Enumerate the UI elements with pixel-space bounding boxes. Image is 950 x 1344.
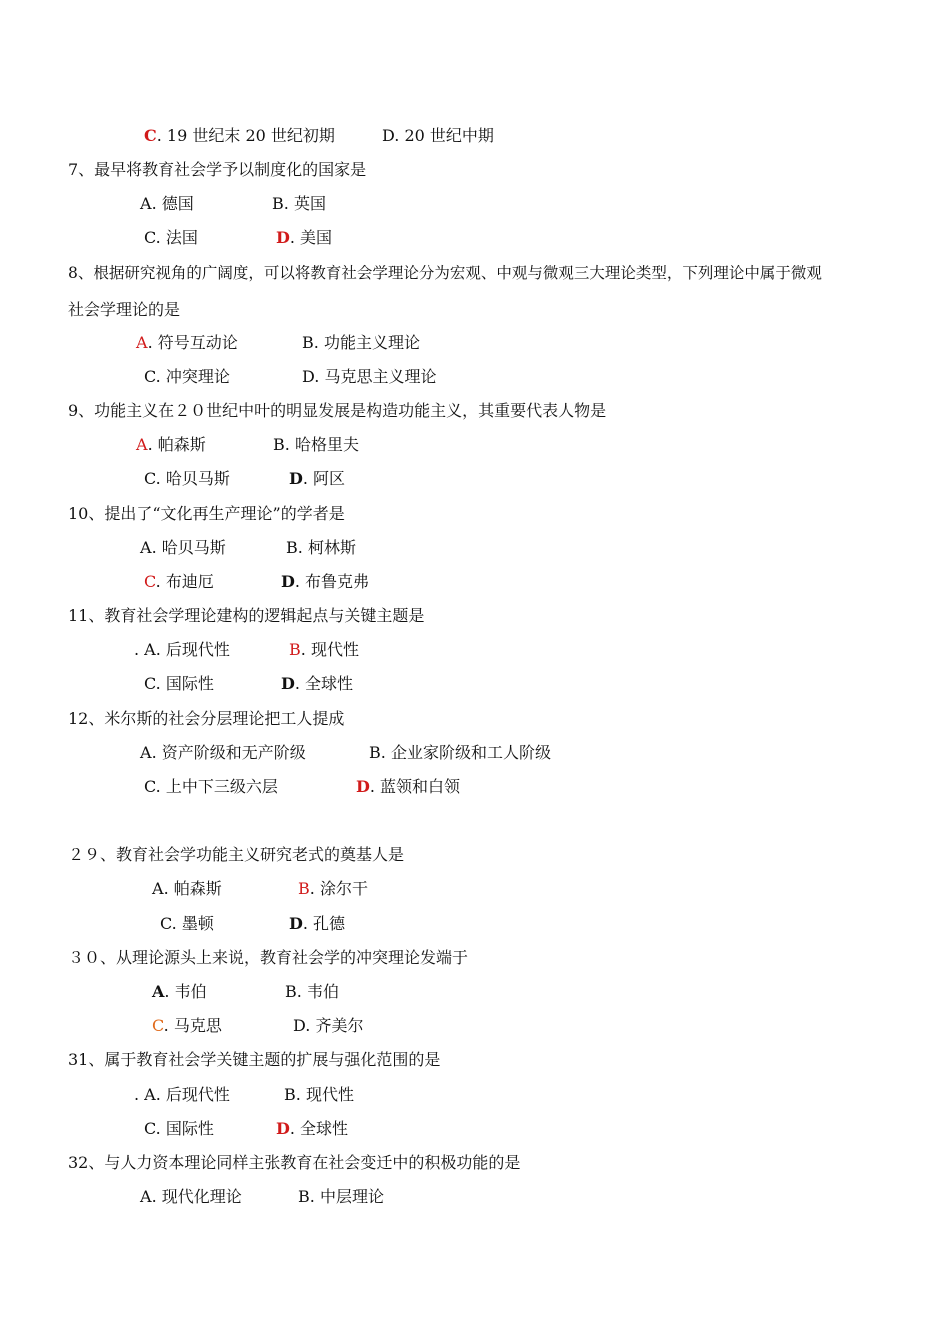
option-letter: C xyxy=(144,228,156,247)
option-line xyxy=(144,673,353,695)
option-letter: A xyxy=(140,538,152,557)
question-text: 11、教育社会学理论建构的逻辑起点与关键主题是 xyxy=(68,606,425,625)
option-c xyxy=(144,125,382,147)
option-text: . 马克思 xyxy=(163,1016,222,1035)
option-b xyxy=(284,1084,354,1106)
option-text: . 全球性 xyxy=(294,674,354,693)
option-text: . 后现代性 xyxy=(155,1085,230,1104)
option-letter: D xyxy=(382,126,395,145)
option-text: . 中层理论 xyxy=(309,1187,384,1206)
option-text: . 墨顿 xyxy=(171,914,214,933)
option-d xyxy=(289,468,345,490)
option-text: . 现代化理论 xyxy=(151,1187,242,1206)
question-text: 12、米尔斯的社会分层理论把工人提成 xyxy=(68,709,345,728)
option-c xyxy=(144,673,281,695)
option-letter: B xyxy=(272,194,284,213)
option-text: . 国际性 xyxy=(155,1119,214,1138)
option-a xyxy=(134,1084,284,1106)
option-line xyxy=(140,193,326,215)
option-b xyxy=(286,537,356,559)
option-line xyxy=(140,1186,384,1208)
option-line xyxy=(140,537,356,559)
option-text: . 蓝领和白领 xyxy=(369,777,461,796)
option-b xyxy=(273,434,359,456)
option-a xyxy=(140,537,286,559)
option-text: . 后现代性 xyxy=(155,640,230,659)
option-a xyxy=(152,981,285,1003)
option-text: . 现代性 xyxy=(295,1085,354,1104)
option-text: . 企业家阶级和工人阶级 xyxy=(380,743,551,762)
question-text: 31、属于教育社会学关键主题的扩展与强化范围的是 xyxy=(68,1050,441,1069)
option-text: . 现代性 xyxy=(300,640,359,659)
option-text: . 马克思主义理论 xyxy=(314,367,437,386)
option-letter: C xyxy=(144,126,157,145)
option-line xyxy=(136,434,359,456)
option-text: . 齐美尔 xyxy=(305,1016,364,1035)
question-text: 9、功能主义在２０世纪中叶的明显发展是构造功能主义，其重要代表人物是 xyxy=(68,401,607,420)
option-text: . 美国 xyxy=(289,228,333,247)
option-letter: A xyxy=(136,435,148,454)
option-b xyxy=(369,742,551,764)
option-text: . 布鲁克弗 xyxy=(294,572,370,591)
option-text: . 20 世纪中期 xyxy=(394,126,494,145)
option-letter: C xyxy=(144,777,156,796)
option-b xyxy=(285,981,339,1003)
option-c xyxy=(144,1118,276,1140)
option-text: . 布迪厄 xyxy=(155,572,214,591)
option-text: . 哈贝马斯 xyxy=(155,469,230,488)
option-line xyxy=(144,468,345,490)
option-letter: A xyxy=(152,982,165,1001)
option-line xyxy=(140,742,551,764)
option-letter: A xyxy=(152,879,164,898)
option-line xyxy=(134,639,359,661)
option-line xyxy=(144,571,369,593)
option-text: . 柯林斯 xyxy=(297,538,356,557)
option-c xyxy=(144,468,289,490)
option-text: . 德国 xyxy=(151,194,194,213)
option-text: . 阿区 xyxy=(302,469,346,488)
option-letter: B xyxy=(273,435,285,454)
option-letter: . A xyxy=(134,640,156,659)
option-line xyxy=(134,1084,354,1106)
option-c xyxy=(152,1015,293,1037)
option-letter: B xyxy=(302,333,314,352)
option-letter: D xyxy=(276,1119,290,1138)
option-letter: D xyxy=(281,674,295,693)
option-a xyxy=(134,639,289,661)
option-letter: C xyxy=(152,1016,164,1035)
option-line xyxy=(152,981,339,1003)
option-c xyxy=(144,227,276,249)
question-text: ２９、教育社会学功能主义研究老式的奠基人是 xyxy=(68,845,405,864)
option-text: . 孔德 xyxy=(302,914,346,933)
option-b xyxy=(289,639,359,661)
option-text: . 全球性 xyxy=(289,1119,349,1138)
option-line xyxy=(144,366,436,388)
option-letter: A xyxy=(140,1187,152,1206)
option-letter: C xyxy=(144,674,156,693)
option-letter: A xyxy=(140,743,152,762)
option-letter: D xyxy=(356,777,370,796)
option-a xyxy=(152,878,298,900)
question-text: 社会学理论的是 xyxy=(68,300,181,319)
option-d xyxy=(382,125,494,147)
option-letter: B xyxy=(298,1187,310,1206)
option-letter: A xyxy=(136,333,148,352)
option-d xyxy=(276,1118,348,1140)
option-c xyxy=(160,913,289,935)
option-text: . 韦伯 xyxy=(164,982,207,1001)
option-letter: B xyxy=(285,982,297,1001)
option-a xyxy=(140,1186,298,1208)
option-letter: B xyxy=(369,743,381,762)
option-text: . 国际性 xyxy=(155,674,214,693)
option-letter: D xyxy=(281,572,295,591)
option-b xyxy=(302,332,420,354)
option-letter: D xyxy=(289,469,303,488)
option-letter: . A xyxy=(134,1085,156,1104)
option-d xyxy=(281,673,353,695)
option-a xyxy=(136,332,302,354)
option-letter: C xyxy=(144,367,156,386)
option-text: . 上中下三级六层 xyxy=(155,777,278,796)
question-text: 8、根据研究视角的广阔度，可以将教育社会学理论分为宏观、中观与微观三大理论类型，下列理论中属于微观 xyxy=(68,264,822,282)
option-letter: B xyxy=(284,1085,296,1104)
option-c xyxy=(144,366,302,388)
option-d xyxy=(289,913,345,935)
option-text: . 功能主义理论 xyxy=(313,333,420,352)
option-text: . 19 世纪末 20 世纪初期 xyxy=(156,126,335,145)
question-text: 10、提出了“文化再生产理论”的学者是 xyxy=(68,504,345,523)
option-line xyxy=(144,125,494,147)
option-a xyxy=(140,193,272,215)
option-letter: D xyxy=(293,1016,306,1035)
option-d xyxy=(276,227,332,249)
option-b xyxy=(298,878,368,900)
option-line xyxy=(152,1015,363,1037)
option-letter: D xyxy=(289,914,303,933)
question-text: ３０、从理论源头上来说，教育社会学的冲突理论发端于 xyxy=(68,948,469,967)
option-b xyxy=(298,1186,384,1208)
option-text: . 资产阶级和无产阶级 xyxy=(151,743,306,762)
option-text: . 法国 xyxy=(155,228,198,247)
option-text: . 哈格里夫 xyxy=(284,435,359,454)
option-text: . 涂尔干 xyxy=(309,879,368,898)
option-letter: C xyxy=(144,469,156,488)
question-text: 32、与人力资本理论同样主张教育在社会变迁中的积极功能的是 xyxy=(68,1153,521,1172)
option-letter: B xyxy=(298,879,310,898)
option-text: . 符号互动论 xyxy=(147,333,238,352)
option-b xyxy=(272,193,326,215)
question-text: 7、最早将教育社会学予以制度化的国家是 xyxy=(68,160,367,179)
option-letter: D xyxy=(276,228,290,247)
option-d xyxy=(293,1015,363,1037)
option-line xyxy=(144,776,460,798)
option-line xyxy=(160,913,345,935)
option-text: . 帕森斯 xyxy=(147,435,206,454)
option-text: . 冲突理论 xyxy=(155,367,230,386)
option-letter: C xyxy=(160,914,172,933)
option-d xyxy=(356,776,460,798)
option-text: . 韦伯 xyxy=(296,982,339,1001)
option-text: . 英国 xyxy=(283,194,326,213)
option-text: . 哈贝马斯 xyxy=(151,538,226,557)
option-line xyxy=(144,1118,348,1140)
option-c xyxy=(144,776,356,798)
option-a xyxy=(136,434,273,456)
option-letter: B xyxy=(286,538,298,557)
option-line xyxy=(136,332,420,354)
option-a xyxy=(140,742,369,764)
option-letter: C xyxy=(144,572,156,591)
option-c xyxy=(144,571,281,593)
option-d xyxy=(302,366,436,388)
option-d xyxy=(281,571,369,593)
option-line xyxy=(152,878,368,900)
option-letter: B xyxy=(289,640,301,659)
option-text: . 帕森斯 xyxy=(163,879,222,898)
option-letter: D xyxy=(302,367,315,386)
option-line xyxy=(144,227,332,249)
option-letter: A xyxy=(140,194,152,213)
option-letter: C xyxy=(144,1119,156,1138)
